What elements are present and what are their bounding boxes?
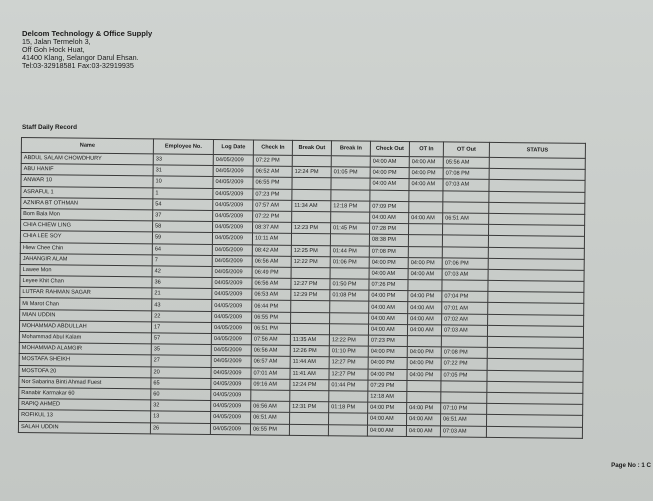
cell-employee-no: 27	[151, 355, 211, 367]
cell-ot-in: 04:00 PM	[407, 369, 441, 381]
cell-employee-no: 1	[153, 187, 213, 199]
cell-log-date: 04/05/2009	[211, 378, 251, 390]
cell-break-out: 12:27 PM	[291, 278, 330, 290]
cell-log-date: 04/05/2009	[211, 412, 251, 424]
cell-break-out: 11:34 AM	[292, 200, 331, 212]
cell-ot-in: 04:00 AM	[408, 268, 442, 280]
cell-check-out: 04:00 AM	[370, 156, 409, 168]
cell-break-in	[331, 189, 370, 201]
cell-break-in	[328, 424, 367, 436]
cell-ot-out: 05:56 AM	[443, 157, 489, 169]
cell-ot-out	[441, 336, 487, 348]
cell-log-date: 04/05/2009	[211, 345, 251, 357]
cell-name: SALAH UDDIN	[18, 421, 150, 434]
cell-break-out: 12:31 PM	[290, 401, 329, 413]
cell-name: Lawee Mon	[20, 264, 152, 277]
cell-check-in: 07:57 AM	[253, 200, 292, 212]
cell-ot-in: 04:00 AM	[409, 179, 443, 191]
cell-employee-no: 21	[152, 288, 212, 300]
cell-name: MIAN UDDIN	[20, 309, 152, 322]
cell-break-out: 12:23 PM	[292, 222, 331, 234]
address-line: 41400 Klang, Selangor Darul Ehsan.	[22, 53, 139, 62]
column-header-status: STATUS	[489, 142, 585, 158]
cell-ot-out	[441, 392, 487, 404]
cell-break-out	[290, 323, 329, 335]
cell-employee-no: 42	[152, 266, 212, 278]
cell-check-out: 04:00 AM	[369, 268, 408, 280]
cell-break-in	[329, 391, 368, 403]
cell-name: Leyee Khit Chan	[20, 276, 152, 289]
cell-name: Bom Bala Mon	[21, 208, 153, 221]
cell-name: ASRAFUL 1	[21, 186, 153, 199]
cell-ot-in: 04:00 PM	[408, 257, 442, 269]
company-name: Delcom Technology & Office Supply	[22, 29, 153, 38]
cell-check-out: 04:00 AM	[369, 302, 408, 314]
cell-ot-in	[409, 201, 443, 213]
cell-break-in: 12:18 PM	[331, 200, 370, 212]
cell-employee-no: 36	[152, 277, 212, 289]
cell-break-out: 12:25 PM	[291, 245, 330, 257]
cell-ot-in	[408, 280, 442, 292]
cell-employee-no: 33	[153, 154, 213, 166]
cell-break-in: 01:05 PM	[331, 167, 370, 179]
cell-check-in: 07:56 AM	[251, 334, 290, 346]
cell-check-out: 04:00 AM	[367, 425, 406, 437]
cell-check-out: 04:00 AM	[370, 179, 409, 191]
cell-break-in	[329, 324, 368, 336]
cell-ot-in: 04:00 AM	[407, 414, 441, 426]
cell-check-out: 04:00 AM	[369, 313, 408, 325]
cell-check-out: 07:08 PM	[369, 246, 408, 258]
cell-break-out	[292, 155, 331, 167]
cell-ot-out	[443, 190, 489, 202]
cell-break-in: 01:45 PM	[331, 223, 370, 235]
cell-ot-in: 04:00 AM	[407, 324, 441, 336]
cell-ot-out: 07:04 PM	[442, 291, 488, 303]
cell-ot-in: 04:00 PM	[407, 347, 441, 359]
cell-break-out: 12:22 PM	[291, 256, 330, 268]
cell-employee-no: 10	[153, 176, 213, 188]
cell-employee-no: 17	[151, 322, 211, 334]
cell-break-in: 01:08 PM	[330, 290, 369, 302]
cell-ot-out: 07:03 AM	[440, 425, 486, 437]
cell-employee-no: 65	[151, 378, 211, 390]
cell-ot-in: 04:00 PM	[407, 403, 441, 415]
cell-check-out: 07:23 PM	[368, 335, 407, 347]
cell-name: AZNIRA BT OTHMAN	[21, 197, 153, 210]
cell-check-in: 06:56 AM	[252, 278, 291, 290]
cell-ot-out	[442, 235, 488, 247]
cell-check-in	[251, 390, 290, 402]
cell-check-out: 04:00 AM	[368, 413, 407, 425]
cell-employee-no: 54	[153, 199, 213, 211]
cell-log-date: 04/05/2009	[211, 334, 251, 346]
cell-break-out	[292, 189, 331, 201]
cell-log-date: 04/05/2009	[211, 401, 251, 413]
cell-check-out: 07:29 PM	[368, 380, 407, 392]
cell-break-out	[292, 178, 331, 190]
cell-check-in: 07:01 AM	[251, 367, 290, 379]
cell-break-out: 11:44 AM	[290, 357, 329, 369]
cell-ot-out: 07:01 AM	[442, 302, 488, 314]
cell-break-in	[330, 301, 369, 313]
cell-check-in: 06:44 PM	[252, 300, 291, 312]
cell-name: RAPIQ AHMED	[19, 399, 151, 412]
cell-log-date: 04/05/2009	[213, 199, 253, 211]
cell-ot-out: 07:08 PM	[441, 347, 487, 359]
company-header	[22, 30, 152, 70]
cell-employee-no: 43	[152, 299, 212, 311]
cell-check-in: 06:56 AM	[251, 401, 290, 413]
cell-name: Mi Marot Chan	[20, 298, 152, 311]
staff-record-table	[18, 137, 586, 439]
cell-ot-out	[443, 202, 489, 214]
cell-log-date: 04/05/2009	[213, 188, 253, 200]
cell-break-in	[331, 212, 370, 224]
cell-ot-in	[408, 224, 442, 236]
cell-log-date: 04/05/2009	[211, 367, 251, 379]
cell-break-in	[329, 413, 368, 425]
cell-check-in: 07:22 PM	[253, 211, 292, 223]
column-header-break-in: Break In	[331, 141, 370, 156]
cell-log-date: 04/05/2009	[212, 300, 252, 312]
cell-break-in: 12:27 PM	[329, 357, 368, 369]
cell-log-date: 04/05/2009	[212, 266, 252, 278]
cell-name: MOHAMMAD ALAMGIR	[19, 343, 151, 356]
cell-employee-no: 22	[152, 311, 212, 323]
cell-employee-no: 59	[152, 232, 212, 244]
cell-check-out: 07:26 PM	[369, 279, 408, 291]
cell-ot-in	[408, 246, 442, 258]
cell-check-out: 04:00 PM	[368, 402, 407, 414]
cell-ot-in: 04:00 PM	[409, 168, 443, 180]
address-line: 15, Jalan Termeloh 3,	[22, 37, 91, 46]
cell-check-out: 04:00 AM	[368, 324, 407, 336]
cell-ot-out	[441, 381, 487, 393]
cell-name: ABDUL SALAM CHOWDHURY	[21, 153, 153, 166]
cell-log-date: 04/05/2009	[213, 177, 253, 189]
cell-check-in: 06:56 AM	[252, 256, 291, 268]
cell-break-out: 11:35 AM	[290, 334, 329, 346]
cell-status	[486, 426, 582, 438]
cell-employee-no: 13	[151, 411, 211, 423]
cell-name: ANWAR 10	[21, 175, 153, 188]
cell-name: Ranabir Karmakar 60	[19, 387, 151, 400]
column-header-log-date: Log Date	[213, 140, 253, 155]
cell-name: Nor Sabarina Binti Ahmad Fuest	[19, 376, 151, 389]
cell-name: JAHANGIR ALAM	[20, 253, 152, 266]
cell-ot-out: 07:02 AM	[442, 314, 488, 326]
cell-break-in	[330, 268, 369, 280]
cell-name: LUTFAR RAHMAN SAGAR	[20, 287, 152, 300]
cell-ot-in	[408, 235, 442, 247]
cell-break-out	[290, 390, 329, 402]
cell-ot-in: 04:00 AM	[409, 213, 443, 225]
cell-break-out	[291, 312, 330, 324]
cell-check-in: 06:56 AM	[251, 345, 290, 357]
cell-check-in: 09:16 AM	[251, 379, 290, 391]
cell-log-date: 04/05/2009	[212, 255, 252, 267]
cell-check-out	[370, 190, 409, 202]
cell-ot-out: 07:08 PM	[443, 168, 489, 180]
cell-ot-out: 07:05 PM	[441, 369, 487, 381]
cell-break-in: 01:44 PM	[330, 245, 369, 257]
cell-break-out	[291, 267, 330, 279]
cell-break-in: 01:06 PM	[330, 256, 369, 268]
cell-break-in: 01:50 PM	[330, 279, 369, 291]
column-header-ot-out: OT Out	[443, 142, 489, 157]
cell-check-in: 07:23 PM	[253, 188, 292, 200]
cell-check-out: 08:38 PM	[369, 234, 408, 246]
cell-ot-in: 04:00 AM	[408, 313, 442, 325]
column-header-check-out: Check Out	[370, 141, 409, 156]
cell-name: ABU HANIF	[21, 164, 153, 177]
cell-check-out: 04:00 PM	[369, 257, 408, 269]
address-line: Off Goh Hock Huat,	[22, 45, 85, 54]
cell-check-in: 07:22 PM	[253, 155, 292, 167]
column-header-ot-in: OT In	[409, 142, 443, 157]
cell-log-date: 04/05/2009	[211, 389, 251, 401]
cell-ot-out: 07:03 AM	[442, 269, 488, 281]
cell-employee-no: 35	[151, 344, 211, 356]
cell-ot-in	[407, 380, 441, 392]
cell-check-in: 06:53 AM	[252, 289, 291, 301]
cell-check-out: 04:00 PM	[368, 346, 407, 358]
cell-check-in: 06:49 PM	[252, 267, 291, 279]
cell-name: CHIA CHIEW LING	[21, 220, 153, 233]
cell-ot-in	[407, 336, 441, 348]
cell-employee-no: 26	[150, 422, 210, 434]
cell-check-out: 07:09 PM	[370, 201, 409, 213]
cell-break-in: 12:27 PM	[329, 368, 368, 380]
cell-ot-out	[442, 280, 488, 292]
cell-log-date: 04/05/2009	[212, 289, 252, 301]
cell-check-in: 06:51 AM	[251, 412, 290, 424]
cell-break-out: 12:24 PM	[290, 379, 329, 391]
cell-log-date: 04/05/2009	[212, 278, 252, 290]
cell-break-in: 01:10 PM	[329, 346, 368, 358]
cell-check-in: 06:51 PM	[251, 323, 290, 335]
cell-name: MOSTOFA 20	[19, 365, 151, 378]
cell-break-out: 12:24 PM	[292, 167, 331, 179]
cell-check-out: 04:00 PM	[368, 369, 407, 381]
cell-ot-out: 07:22 PM	[441, 358, 487, 370]
contact-line: Tel:03-32918581 Fax:03-32919935	[22, 61, 134, 70]
cell-ot-out: 07:03 AM	[443, 179, 489, 191]
cell-log-date: 04/05/2009	[211, 322, 251, 334]
cell-log-date: 04/05/2009	[213, 222, 253, 234]
cell-break-in	[331, 178, 370, 190]
cell-ot-out: 07:03 AM	[441, 325, 487, 337]
cell-employee-no: 31	[153, 165, 213, 177]
cell-break-out	[291, 301, 330, 313]
cell-break-out: 12:26 PM	[290, 346, 329, 358]
cell-ot-out	[442, 246, 488, 258]
cell-log-date: 04/05/2009	[212, 311, 252, 323]
cell-name: MOSTAFA SHEIKH	[19, 354, 151, 367]
page-number: Page No : 1 C	[611, 462, 651, 469]
cell-ot-out: 06:51 AM	[443, 213, 489, 225]
column-header-check-in: Check In	[253, 140, 292, 155]
cell-employee-no: 57	[151, 333, 211, 345]
cell-ot-in: 04:00 PM	[408, 291, 442, 303]
cell-employee-no: 37	[153, 210, 213, 222]
cell-employee-no: 58	[153, 221, 213, 233]
cell-ot-out: 06:51 AM	[441, 414, 487, 426]
cell-break-out: 11:41 AM	[290, 368, 329, 380]
cell-name: ROFIKUL 13	[19, 410, 151, 423]
cell-log-date: 04/05/2009	[212, 233, 252, 245]
cell-check-in: 06:52 AM	[253, 166, 292, 178]
cell-name: MOHAMMAD ABDULLAH	[19, 320, 151, 333]
cell-break-out	[291, 234, 330, 246]
cell-break-in	[330, 234, 369, 246]
column-header-name: Name	[21, 138, 153, 154]
cell-log-date: 04/05/2009	[213, 155, 253, 167]
cell-log-date: 04/05/2009	[210, 423, 250, 435]
cell-check-in: 08:42 AM	[252, 244, 291, 256]
cell-ot-in	[407, 391, 441, 403]
column-header-employee-no: Employee No.	[153, 139, 213, 155]
cell-check-in: 06:55 PM	[253, 177, 292, 189]
cell-check-in: 06:57 AM	[251, 356, 290, 368]
cell-ot-out: 07:10 PM	[441, 403, 487, 415]
cell-log-date: 04/05/2009	[211, 356, 251, 368]
cell-check-in: 06:55 PM	[250, 423, 289, 435]
cell-check-out: 04:00 PM	[368, 358, 407, 370]
cell-log-date: 04/05/2009	[212, 244, 252, 256]
cell-check-out: 04:00 PM	[369, 290, 408, 302]
cell-check-out: 07:28 PM	[369, 223, 408, 235]
cell-ot-in	[409, 190, 443, 202]
cell-log-date: 04/05/2009	[213, 210, 253, 222]
cell-name: Mohammad Abul Kalam	[19, 331, 151, 344]
column-header-break-out: Break Out	[292, 140, 331, 155]
cell-ot-in: 04:00 PM	[407, 358, 441, 370]
cell-check-in: 06:55 PM	[252, 312, 291, 324]
cell-check-out: 04:00 PM	[370, 167, 409, 179]
cell-break-in: 12:22 PM	[329, 335, 368, 347]
cell-log-date: 04/05/2009	[213, 166, 253, 178]
cell-ot-in: 04:00 AM	[408, 302, 442, 314]
cell-ot-in: 04:00 AM	[409, 157, 443, 169]
table-body	[18, 153, 585, 439]
cell-employee-no: 32	[151, 400, 211, 412]
report-title: Staff Daily Record	[22, 124, 78, 131]
cell-break-in	[330, 312, 369, 324]
cell-employee-no: 20	[151, 366, 211, 378]
cell-break-out	[290, 413, 329, 425]
cell-break-in	[331, 156, 370, 168]
cell-ot-out: 07:06 PM	[442, 258, 488, 270]
cell-employee-no: 60	[151, 389, 211, 401]
cell-employee-no: 7	[152, 255, 212, 267]
cell-employee-no: 64	[152, 243, 212, 255]
cell-name: CHIA LEE SOY	[20, 231, 152, 244]
cell-check-in: 08:37 AM	[253, 222, 292, 234]
cell-break-in: 01:18 PM	[329, 402, 368, 414]
cell-check-out: 12:18 AM	[368, 391, 407, 403]
cell-break-out: 12:29 PM	[291, 290, 330, 302]
cell-break-out	[292, 211, 331, 223]
cell-ot-out	[442, 224, 488, 236]
cell-check-in: 10:11 AM	[252, 233, 291, 245]
cell-check-out: 04:00 AM	[370, 212, 409, 224]
cell-break-in: 01:44 PM	[329, 379, 368, 391]
cell-ot-in: 04:00 AM	[406, 425, 440, 437]
cell-break-out	[289, 424, 328, 436]
cell-name: Hiew Chee Chin	[20, 242, 152, 255]
